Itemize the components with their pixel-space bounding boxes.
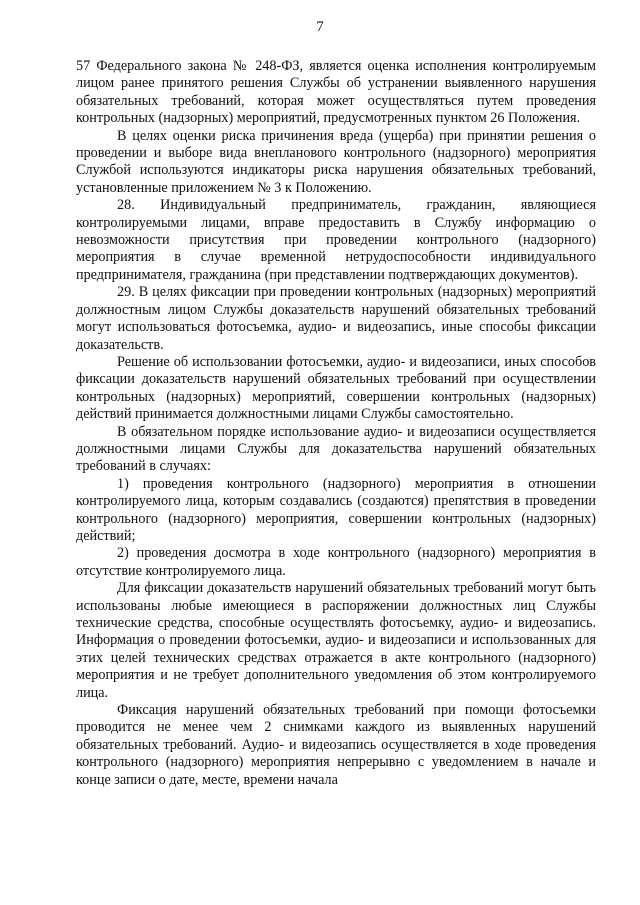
paragraph-recording-decision: Решение об использовании фотосъемки, аудио- и видеозаписи, иных способов фиксации доказательств нарушений обязательных требований при осуществлении контрольных (надзорных) мероприятий, совершении контрольных (надзорных) действий принимается должностными лицами Службы самостоятельно. (76, 353, 596, 423)
paragraph-continuation: 57 Федерального закона № 248-ФЗ, является оценка исполнения контролируемым лицом ранее принятого решения Службы об устранении выявленного нарушения обязательных требований, которая может осуществляться путем проведения контрольных (надзорных) мероприятий, предусмотренных пунктом 26 Положения. (76, 58, 596, 127)
list-item-2: 2) проведения досмотра в ходе контрольного (надзорного) мероприятия в отсутствие контролируемого лица. (76, 545, 596, 579)
page-number: 7 (316, 19, 324, 35)
paragraph-photo-fixation: Фиксация нарушений обязательных требований при помощи фотосъемки проводится не менее чем 2 снимками каждого из выявленных нарушений обязательных требований. Аудио- и видеозапись осуществляется в ходе проведения контрольного (надзорного) мероприятия непрерывно с уведомлением в начале и конце записи о дате, месте, времени начала (76, 702, 596, 788)
paragraph-clause-29: 29. В целях фиксации при проведении контрольных (надзорных) мероприятий должностным лицом Службы доказательств нарушений обязательных требований могут использоваться фотосъемка, аудио- и видеозапись, иные способы фиксации доказательств. (76, 284, 596, 353)
document-body (76, 58, 596, 789)
list-item-1: 1) проведения контрольного (надзорного) мероприятия в отношении контролируемого лица, которым создавались (создаются) препятствия в проведении контрольного (надзорного) мероприятия, совершении контрольных (надзорных) действий; (76, 475, 596, 544)
paragraph-clause-28: 28. Индивидуальный предприниматель, гражданин, являющиеся контролируемыми лицами, вправе предоставить в Службу информацию о невозможности присутствия при проведении контрольного (надзорного) мероприятия в случае временной нетрудоспособности индивидуального предпринимателя, гражданина (при представлении подтверждающих документов). (76, 197, 596, 283)
paragraph-technical-means: Для фиксации доказательств нарушений обязательных требований могут быть использованы любые имеющиеся в распоряжении должностных лиц Службы технические средства, способные осуществлять фотосъемку, аудио- и видеозапись. Информация о проведении фотосъемки, аудио- и видеозаписи и использованных для этих целей технических средствах отражается в акте контрольного (надзорного) мероприятия и не требует дополнительного уведомления об этом контролируемого лица. (76, 580, 596, 701)
paragraph-mandatory-recording: В обязательном порядке использование аудио- и видеозаписи осуществляется должностными лицами Службы для доказательства нарушений обязательных требований в случаях: (76, 423, 596, 475)
paragraph-risk-assessment: В целях оценки риска причинения вреда (ущерба) при принятии решения о проведении и выборе вида внепланового контрольного (надзорного) мероприятия Службой используются индикаторы риска нарушения обязательных требований, установленные приложением № 3 к Положению. (76, 127, 596, 196)
